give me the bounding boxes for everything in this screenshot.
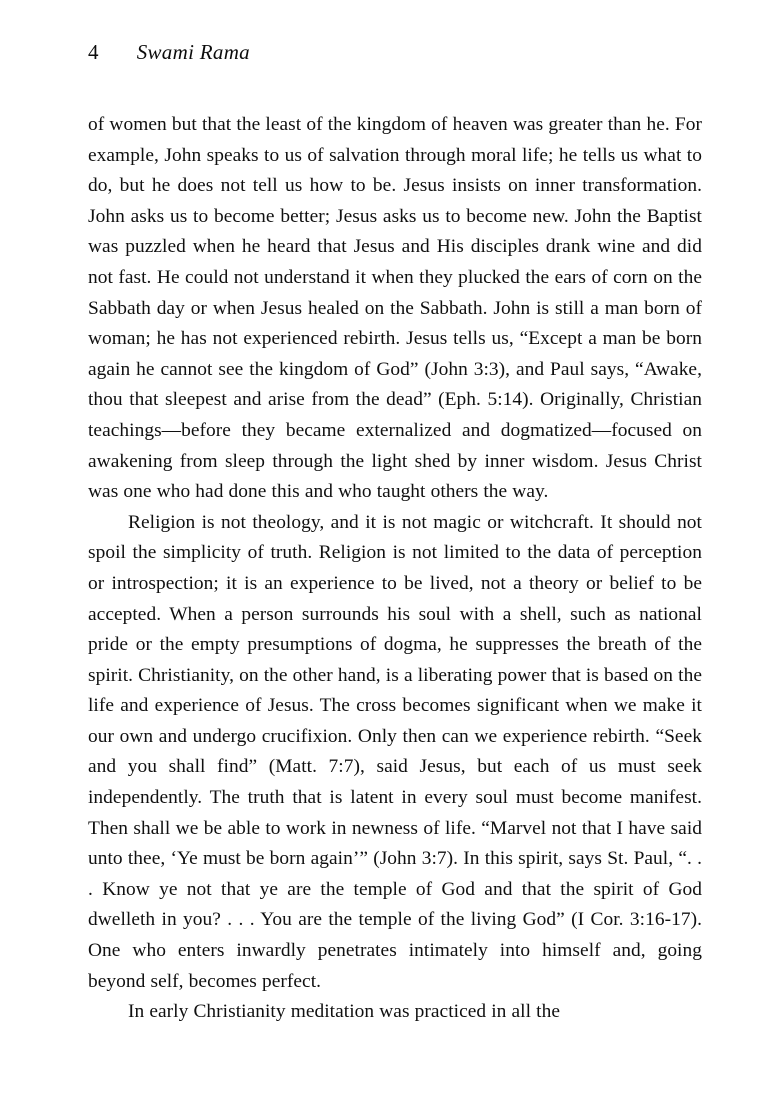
body-text (88, 110, 702, 1028)
paragraph-1: of women but that the least of the kingdom of heaven was greater than he. For example, John speaks to us of salvation through moral life; he tells us what to do, but he does not tell us how to be. Jesus insists on inner transformation. John asks us to become better; Jesus asks us to become new. John the Baptist was puzzled when he heard that Jesus and His disciples drank wine and did not fast. He could not understand it when they plucked the ears of corn on the Sabbath day or when Jesus healed on the Sabbath. John is still a man born of woman; he has not experienced rebirth. Jesus tells us, “Except a man be born again he cannot see the kingdom of God” (John 3:3), and Paul says, “Awake, thou that sleepest and arise from the dead” (Eph. 5:14). Originally, Christian teachings—before they became externalized and dogmatized—focused on awakening from sleep through the light shed by inner wisdom. Jesus Christ was one who had done this and who taught others the way. (88, 114, 702, 503)
running-title: Swami Rama (136, 40, 250, 64)
paragraph-3: In early Christianity meditation was practiced in all the (128, 1001, 560, 1023)
running-head (88, 40, 702, 66)
paragraph-2: Religion is not theology, and it is not magic or witchcraft. It should not spoil the simplicity of truth. Religion is not limited to the data of perception or introspection; it is an experience to be lived, not a theory or belief to be accepted. When a person surrounds his soul with a shell, such as national pride or the empty presumptions of dogma, he suppresses the breath of the spirit. Christianity, on the other hand, is a liberating power that is based on the life and experience of Jesus. The cross becomes significant when we make it our own and undergo crucifixion. Only then can we experience rebirth. “Seek and you shall find” (Matt. 7:7), said Jesus, but each of us must seek independently. The truth that is latent in every soul must become manifest. Then shall we be able to work in newness of life. “Marvel not that I have said unto thee, ‘Ye must be born again’” (John 3:7). In this spirit, says St. Paul, “. . . Know ye not that ye are the temple of God and that the spirit of God dwelleth in you? . . . You are the temple of the living God” (I Cor. 3:16-17). One who enters inwardly penetrates intimately into himself and, going beyond self, becomes perfect. (88, 511, 702, 992)
page-number: 4 (88, 40, 99, 64)
